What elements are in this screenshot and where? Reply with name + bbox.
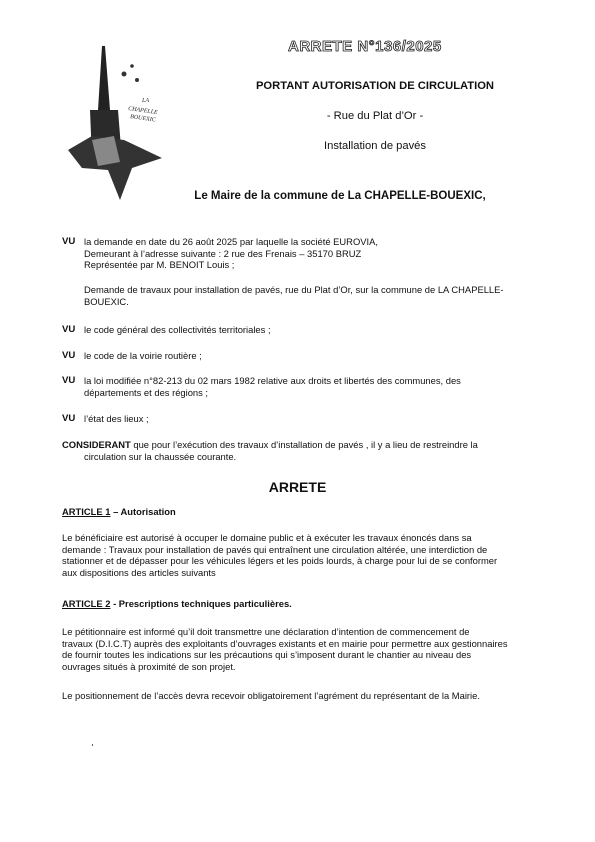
arrete-heading: ARRETE (268, 479, 327, 495)
article-1-line1: Le bénéficiaire est autorisé à occuper le domaine public et à exécuter les travaux énoncés dans sa (62, 532, 472, 543)
vu-request-block (84, 236, 378, 271)
vu-loi-block (84, 375, 534, 398)
article-1-number: ARTICLE 1 (62, 506, 111, 517)
logo-text-chapelle: CHAPELLE (127, 106, 158, 117)
vu-work-request-line2: BOUEXIC. (84, 295, 129, 307)
scan-speck (92, 744, 93, 746)
street-name: - Rue du Plat d’Or - (326, 110, 424, 122)
commune-logo (62, 40, 174, 200)
article-1-line3: stationner et de dépasser pour les véhicules légers et les poids lourds, à charge pour lui de se conformer (62, 555, 498, 567)
vu-request-line: la demande en date du 26 août 2025 par laquelle la société EUROVIA, (84, 236, 378, 247)
vu-loi-line2: départements et des régions ; (84, 386, 209, 398)
article-2-paragraph-2: Le positionnement de l’accès devra recevoir obligatoirement l’agrément du représentant de la Mairie. (62, 690, 480, 701)
vu-address-line: Demeurant à l’adresse suivante : 2 rue des Frenais – 35170 BRUZ (84, 247, 362, 259)
article-1-body (62, 532, 534, 578)
article-2-title: - Prescriptions techniques particulières. (113, 598, 292, 609)
logo-bird-3 (130, 64, 134, 68)
article-1-line4: aux dispositions des articles suivants (62, 566, 216, 578)
considerant-line1: que pour l’exécution des travaux d’installation de pavés , il y a lieu de restreindre la (133, 439, 478, 450)
article-1-title: – Autorisation (113, 506, 176, 517)
article-2-heading (62, 598, 292, 609)
vu-label: VU (62, 236, 76, 247)
vu-work-request-line1: Demande de travaux pour installation de pavés, rue du Plat d’Or, sur la commune de LA CHAPELLE- (84, 284, 504, 295)
considerant-block (62, 439, 534, 462)
article-2-body (62, 626, 534, 672)
article-2-line3: de fournir toutes les indications sur les précautions qui s’imposent durant le chantier au niveau des (62, 649, 472, 661)
article-2-line4: ouvrages situés à proximité de son projet. (62, 660, 236, 672)
vu-work-request-block (84, 284, 534, 307)
maire-line: Le Maire de la commune de La CHAPELLE-BOUEXIC, (194, 190, 486, 202)
article-1-heading (62, 506, 176, 517)
considerant-label: CONSIDERANT (62, 439, 131, 450)
article-2-number: ARTICLE 2 (62, 598, 111, 609)
considerant-line2: circulation sur la chaussée courante. (84, 450, 237, 462)
vu-etat-lieux-text: l’état des lieux ; (84, 413, 149, 424)
vu-label: VU (62, 324, 76, 335)
logo-text-la: LA (142, 98, 150, 104)
article-2-line1: Le pétitionnaire est informé qu’il doit transmettre une déclaration d’intention de commencement de (62, 626, 470, 637)
vu-voirie-text: le code de la voirie routière ; (84, 350, 202, 361)
arrete-number: ARRETE N°136/2025 (288, 38, 442, 55)
vu-cgct-text: le code général des collectivités territoriales ; (84, 324, 271, 335)
vu-loi-line1: la loi modifiée n°82-213 du 02 mars 1982 relative aux droits et libertés des communes, des (84, 375, 461, 386)
work-subject: Installation de pavés (324, 140, 426, 152)
vu-label: VU (62, 413, 76, 424)
document-title: PORTANT AUTORISATION DE CIRCULATION (255, 80, 495, 92)
logo-bird-1 (122, 72, 127, 77)
article-2-line2: travaux (D.I.C.T) auprès des exploitants d’ouvrages existants et en mairie pour permettre aux gestionnaires (62, 637, 508, 649)
logo-text-bouexic: BOUEXIC (129, 114, 156, 124)
logo-church-spire (98, 46, 110, 110)
vu-label: VU (62, 350, 76, 361)
article-1-line2: demande : Travaux pour installation de pavés qui entraînent une circulation altérée, une interdiction de (62, 543, 488, 555)
logo-bird-2 (135, 78, 139, 82)
vu-label: VU (62, 375, 76, 386)
vu-representative-line: Représentée par M. BENOIT Louis ; (84, 259, 235, 271)
